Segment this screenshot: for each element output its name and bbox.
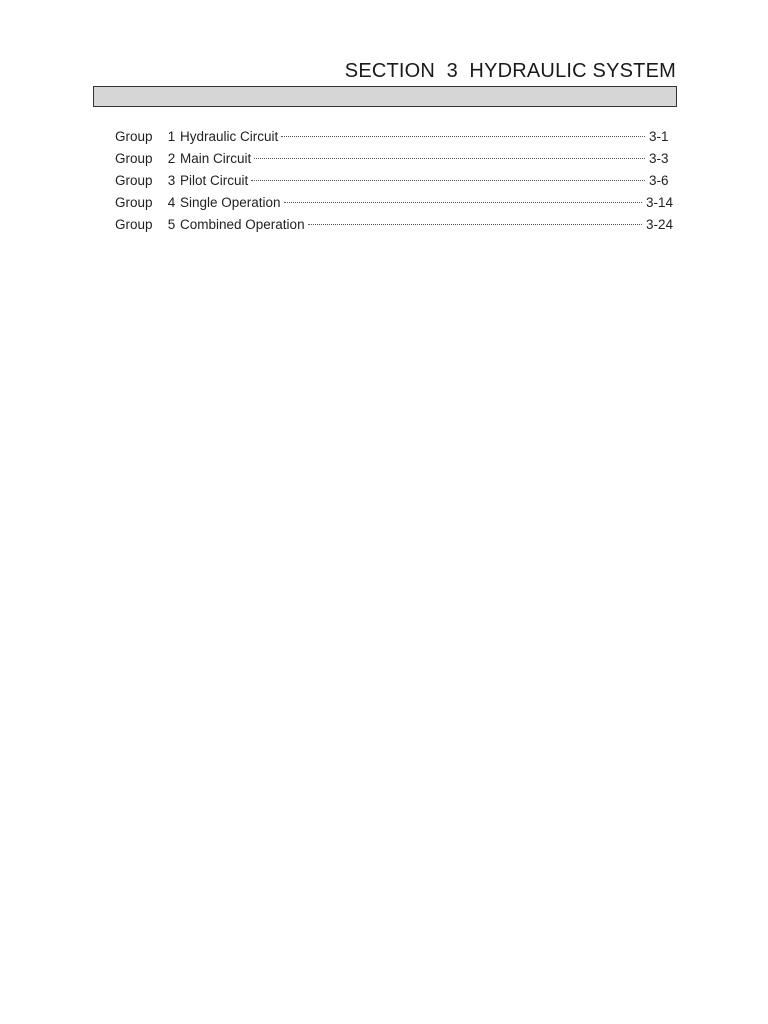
toc-dot-leader — [308, 224, 642, 225]
toc-item — [115, 173, 673, 195]
toc-item — [115, 195, 673, 217]
toc-item-title: Single Operation — [180, 195, 281, 210]
table-of-contents — [115, 129, 673, 239]
toc-group-label: Group — [115, 217, 153, 232]
toc-dot-leader — [254, 158, 645, 159]
toc-group-label: Group — [115, 173, 153, 188]
toc-item — [115, 151, 673, 173]
toc-item-title: Hydraulic Circuit — [180, 129, 279, 144]
toc-group-label: Group — [115, 129, 153, 144]
toc-page-number: 3-14 — [645, 195, 673, 210]
toc-page-number: 3-1 — [649, 129, 669, 144]
toc-page-number: 3-3 — [649, 151, 669, 166]
toc-group-number: 5 — [167, 217, 176, 232]
toc-group-label: Group — [115, 195, 153, 210]
toc-group-number: 1 — [167, 129, 176, 144]
toc-page-number: 3-24 — [645, 217, 673, 232]
toc-group-label: Group — [115, 151, 153, 166]
toc-item-title: Main Circuit — [180, 151, 252, 166]
toc-item-title: Combined Operation — [180, 217, 305, 232]
toc-group-number: 2 — [167, 151, 176, 166]
toc-dot-leader — [284, 202, 642, 203]
toc-item — [115, 129, 673, 151]
toc-dot-leader — [281, 136, 645, 137]
toc-item-title: Pilot Circuit — [180, 173, 249, 188]
title-bar — [93, 86, 677, 107]
section-title: SECTION 3 HYDRAULIC SYSTEM — [344, 60, 676, 82]
toc-group-number: 4 — [167, 195, 176, 210]
toc-group-number: 3 — [167, 173, 176, 188]
toc-page-number: 3-6 — [649, 173, 669, 188]
toc-item — [115, 217, 673, 239]
toc-dot-leader — [251, 180, 645, 181]
